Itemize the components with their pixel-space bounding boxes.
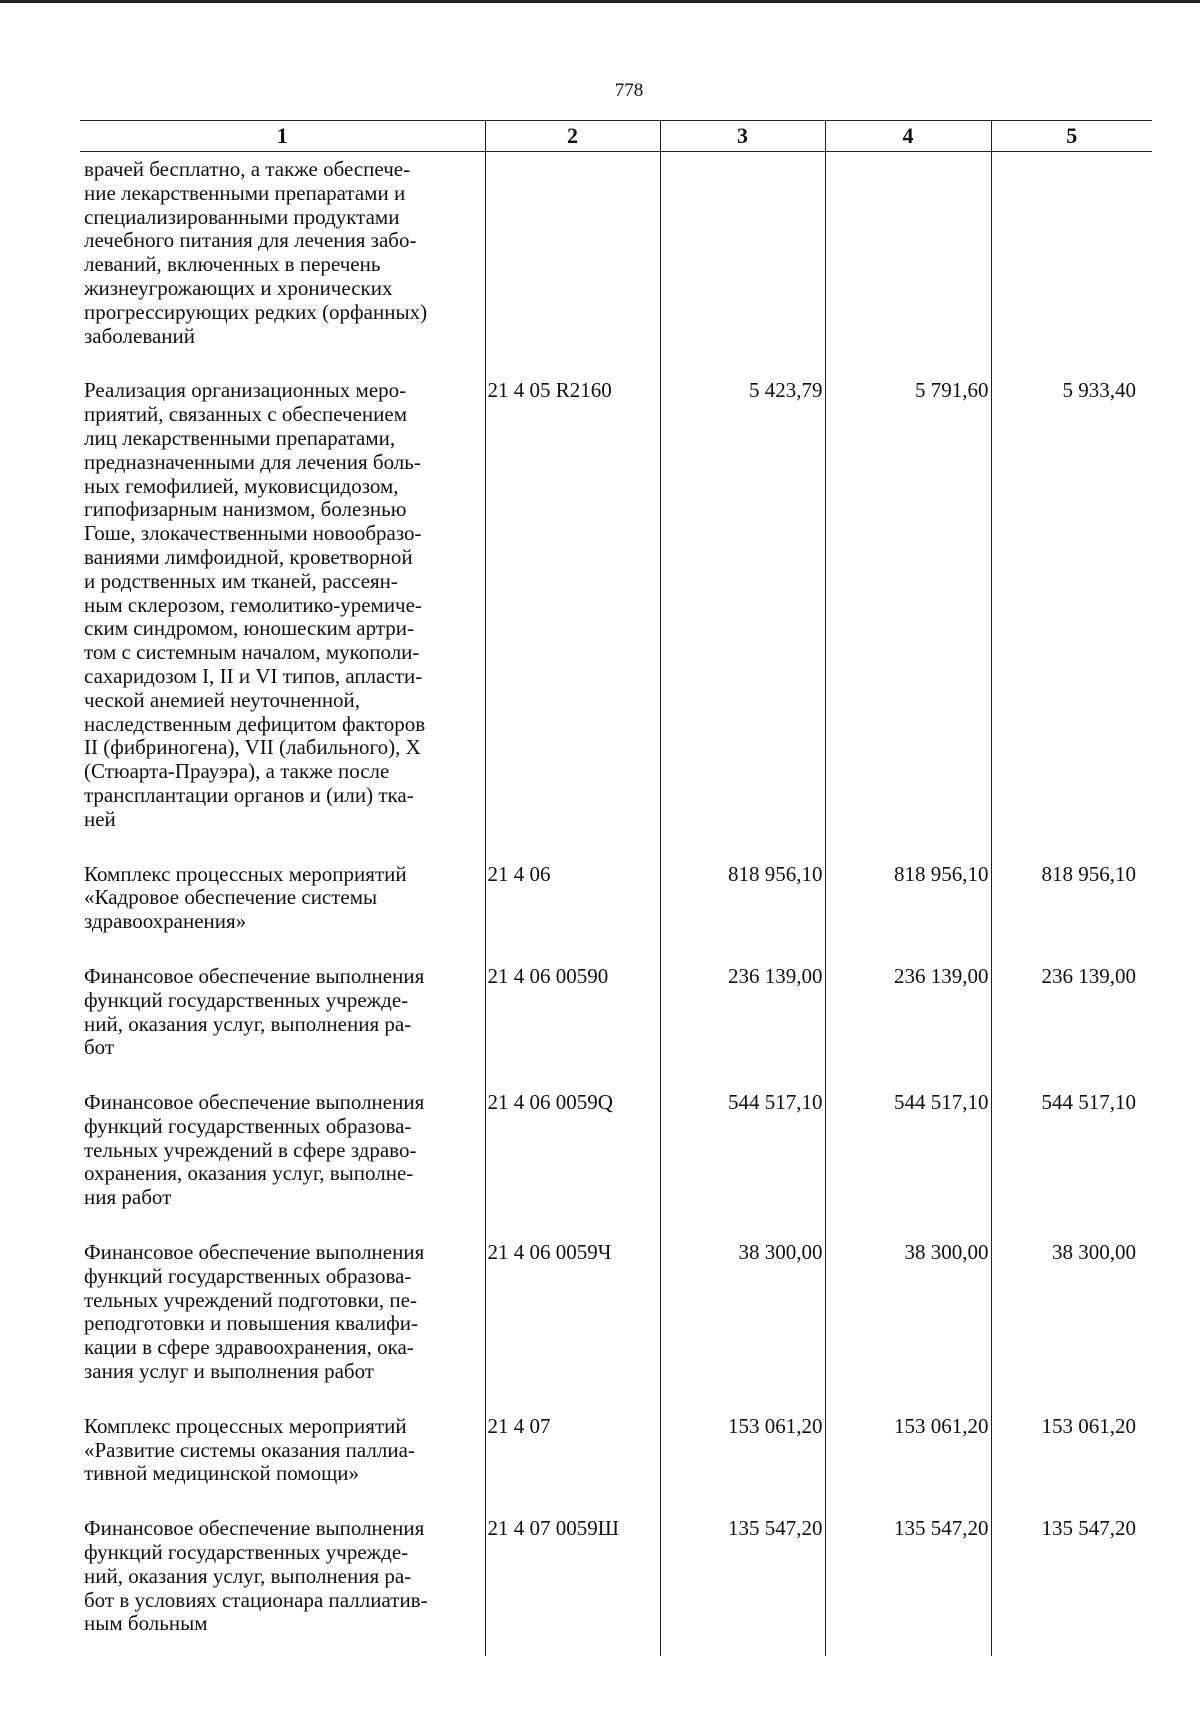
row-description: Комплекс процессных мероприятий «Развитие системы оказания паллиа- тивной медицинской помощи» [84, 1413, 415, 1486]
table-row [80, 1506, 1152, 1656]
row-value-col4: 236 139,00 [825, 954, 991, 1080]
table-row [80, 954, 1152, 1080]
table-body [80, 152, 1152, 1657]
row-value-col5: 38 300,00 [991, 1230, 1152, 1404]
column-header-5: 5 [991, 121, 1152, 152]
row-code [485, 152, 660, 369]
row-code: 21 4 05 R2160 [485, 368, 660, 851]
table-row [80, 368, 1152, 851]
row-value-col5: 135 547,20 [991, 1506, 1152, 1656]
column-header-2: 2 [485, 121, 660, 152]
row-value-col4: 38 300,00 [825, 1230, 991, 1404]
row-value-col3: 5 423,79 [660, 368, 825, 851]
row-value-col3: 544 517,10 [660, 1080, 825, 1230]
row-value-col5: 544 517,10 [991, 1080, 1152, 1230]
row-value-col3: 38 300,00 [660, 1230, 825, 1404]
table-row [80, 1080, 1152, 1230]
table-row [80, 852, 1152, 954]
row-code: 21 4 07 0059Ш [485, 1506, 660, 1656]
row-value-col4: 544 517,10 [825, 1080, 991, 1230]
column-header-1: 1 [80, 121, 485, 152]
row-value-col3: 818 956,10 [660, 852, 825, 954]
row-value-col4: 153 061,20 [825, 1404, 991, 1506]
row-value-col4: 5 791,60 [825, 368, 991, 851]
row-value-col3: 135 547,20 [660, 1506, 825, 1656]
top-border-line [0, 0, 1200, 3]
row-value-col4: 135 547,20 [825, 1506, 991, 1656]
row-value-col5: 153 061,20 [991, 1404, 1152, 1506]
header-row [80, 121, 1152, 152]
table-row [80, 152, 1152, 369]
row-description: Финансовое обеспечение выполнения функций государственных образова- тельных учреждений в сфере здраво- охранения, оказания услуг, выполне- ния работ [84, 1090, 425, 1210]
row-description: Финансовое обеспечение выполнения функций государственных образова- тельных учреждений подготовки, пе- реподготовки и повышения квалифи- кации в сфере здравоохранения, ока- зания услуг и выполнения работ [84, 1240, 425, 1384]
row-description: Финансовое обеспечение выполнения функций государственных учрежде- ний, оказания услуг, выполнения ра- бот в условиях стационара паллиатив- ным больным [84, 1516, 428, 1636]
row-value-col3 [660, 152, 825, 369]
row-code: 21 4 07 [485, 1404, 660, 1506]
page-number: 778 [614, 80, 644, 101]
row-value-col4: 818 956,10 [825, 852, 991, 954]
row-description: Комплекс процессных мероприятий «Кадровое обеспечение системы здравоохранения» [84, 861, 407, 934]
row-code: 21 4 06 [485, 852, 660, 954]
row-description: врачей бесплатно, а также обеспече- ние лекарственными препаратами и специализированными продуктами лечебного питания для лечения забо- леваний, включенных в перечень жизнеугрожающих и хронических прогрессирующих редких (орфанных) заболеваний [84, 157, 428, 348]
row-description: Финансовое обеспечение выполнения функций государственных учрежде- ний, оказания услуг, выполнения ра- бот [84, 963, 425, 1060]
row-value-col4 [825, 152, 991, 369]
row-code: 21 4 06 0059Q [485, 1080, 660, 1230]
row-code: 21 4 06 00590 [485, 954, 660, 1080]
table-row [80, 1230, 1152, 1404]
column-header-4: 4 [825, 121, 991, 152]
budget-table [80, 120, 1152, 1656]
row-value-col3: 236 139,00 [660, 954, 825, 1080]
row-value-col5: 5 933,40 [991, 368, 1152, 851]
table-row [80, 1404, 1152, 1506]
row-description: Реализация организационных меро- приятий, связанных с обеспечением лиц лекарственными препаратами, предназначенными для лечения боль- ных гемофилией, муковисцидозом, гипофизарным нанизмом, болезнью Гоше, злокачественными новообразо- ваниями лимфоидной, кроветворной и родственных им тканей, рассеян- ным склерозом, гемолитико-уремиче- ским синдромом, юношеским артри- том с системным началом, мукополи- сахаридозом I, II и VI типов, апласти- ческой анемией неуточненной, наследственным дефицитом факторов II (фибриногена), VII (лабильного), X (Стюарта-Прауэра), а также после трансплантации органов и (или) тка- ней [84, 378, 426, 831]
row-value-col5: 236 139,00 [991, 954, 1152, 1080]
row-value-col5 [991, 152, 1152, 369]
row-value-col3: 153 061,20 [660, 1404, 825, 1506]
row-value-col5: 818 956,10 [991, 852, 1152, 954]
column-header-3: 3 [660, 121, 825, 152]
row-code: 21 4 06 0059Ч [485, 1230, 660, 1404]
